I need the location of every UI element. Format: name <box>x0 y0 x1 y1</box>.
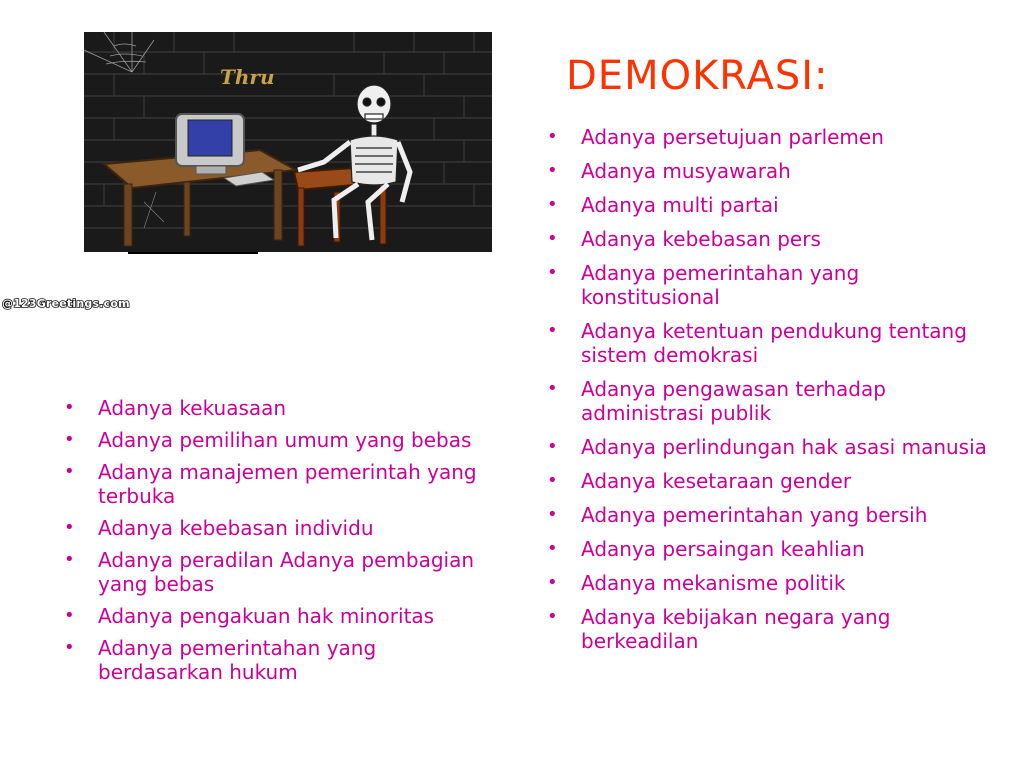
list-item: • Adanya pemerintahan yang konstitusional <box>547 261 987 309</box>
right-bullet-list <box>547 125 987 663</box>
list-item: • Adanya perlindungan hak asasi manusia <box>547 435 987 459</box>
list-item: • Adanya kekuasaan <box>64 396 504 420</box>
list-item: • Adanya pengakuan hak minoritas <box>64 604 504 628</box>
list-item: • Adanya persetujuan parlemen <box>547 125 987 149</box>
list-item: • Adanya pemerintahan yang berdasarkan hukum <box>64 636 504 684</box>
list-item: • Adanya kesetaraan gender <box>547 469 987 493</box>
slide-title: DEMOKRASI: <box>566 53 829 99</box>
list-item: • Adanya kebebasan individu <box>64 516 504 540</box>
list-item: • Adanya kebebasan pers <box>547 227 987 251</box>
list-item: • Adanya pemerintahan yang bersih <box>547 503 987 527</box>
skeleton-computer-illustration <box>84 32 492 252</box>
list-item: • Adanya pemilihan umum yang bebas <box>64 428 504 452</box>
list-item: • Adanya musyawarah <box>547 159 987 183</box>
illustration-bottom-strip <box>128 252 258 254</box>
image-credit-watermark: @123Greetings.com <box>2 297 130 310</box>
list-item: • Adanya ketentuan pendukung tentang sistem demokrasi <box>547 319 987 367</box>
list-item: • Adanya persaingan keahlian <box>547 537 987 561</box>
sign-text: Thru <box>220 65 275 89</box>
list-item: • Adanya kebijakan negara yang berkeadilan <box>547 605 987 653</box>
list-item: • Adanya manajemen pemerintah yang terbuka <box>64 460 504 508</box>
list-item: • Adanya pengawasan terhadap administrasi publik <box>547 377 987 425</box>
list-item: • Adanya mekanisme politik <box>547 571 987 595</box>
left-bullet-list <box>64 396 504 692</box>
list-item: • Adanya peradilan Adanya pembagian yang bebas <box>64 548 504 596</box>
list-item: • Adanya multi partai <box>547 193 987 217</box>
